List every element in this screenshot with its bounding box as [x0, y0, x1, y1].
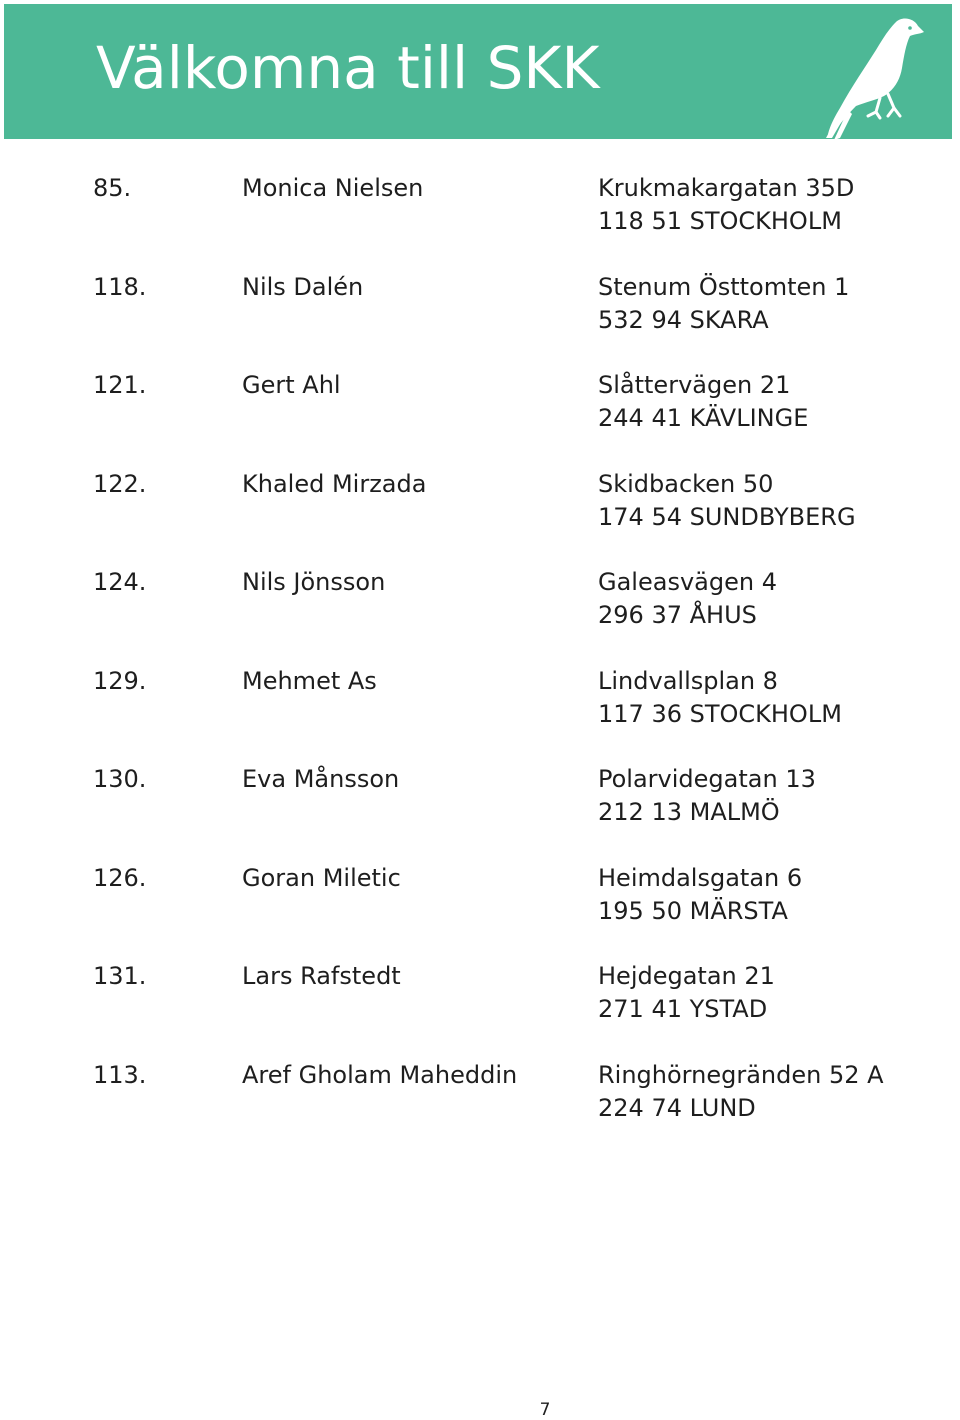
postal-city: 174 54 SUNDBYBERG — [598, 502, 856, 531]
postal-city: 271 41 YSTAD — [598, 995, 768, 1023]
list-item — [0, 960, 960, 1059]
list-item — [0, 271, 960, 370]
postal-city: 224 74 LUND — [598, 1093, 756, 1122]
list-item — [0, 763, 960, 862]
street-address: Ringhörnegränden 52 A — [598, 1060, 884, 1089]
postal-city: 117 36 STOCKHOLM — [598, 699, 842, 728]
street-address: Slåttervägen 21 — [598, 371, 791, 399]
list-item — [0, 566, 960, 665]
entry-number: 121. — [93, 371, 147, 399]
header-banner — [4, 4, 952, 139]
entry-number: 124. — [93, 568, 147, 596]
page-title: Välkomna till SKK — [96, 34, 600, 102]
member-name: Aref Gholam Maheddin — [242, 1060, 518, 1089]
entry-number: 131. — [93, 962, 147, 990]
list-item — [0, 172, 960, 271]
postal-city: 212 13 MALMÖ — [598, 798, 780, 826]
postal-city: 532 94 SKARA — [598, 305, 769, 334]
member-name: Goran Miletic — [242, 863, 401, 892]
page-number: 7 — [539, 1400, 551, 1420]
street-address: Krukmakargatan 35D — [598, 174, 855, 202]
list-item — [0, 1059, 960, 1158]
member-name: Nils Dalén — [242, 272, 364, 301]
street-address: Galeasvägen 4 — [598, 568, 777, 596]
member-name: Khaled Mirzada — [242, 469, 427, 498]
list-item — [0, 468, 960, 567]
entry-number: 122. — [93, 469, 147, 498]
entry-number: 126. — [93, 863, 147, 892]
street-address: Skidbacken 50 — [598, 469, 774, 498]
member-list — [0, 172, 960, 1157]
street-address: Lindvallsplan 8 — [598, 666, 778, 695]
member-name: Monica Nielsen — [242, 174, 424, 202]
bird-icon — [822, 12, 926, 140]
postal-city: 118 51 STOCKHOLM — [598, 207, 842, 235]
entry-number: 129. — [93, 666, 147, 695]
street-address: Hejdegatan 21 — [598, 962, 775, 990]
postal-city: 244 41 KÄVLINGE — [598, 404, 809, 432]
member-name: Nils Jönsson — [242, 568, 386, 596]
street-address: Stenum Östtomten 1 — [598, 272, 850, 301]
street-address: Heimdalsgatan 6 — [598, 863, 803, 892]
entry-number: 113. — [93, 1060, 147, 1089]
postal-city: 195 50 MÄRSTA — [598, 896, 788, 925]
member-name: Lars Rafstedt — [242, 962, 401, 990]
member-name: Eva Månsson — [242, 765, 400, 793]
member-name: Gert Ahl — [242, 371, 341, 399]
list-item — [0, 369, 960, 468]
street-address: Polarvidegatan 13 — [598, 765, 816, 793]
entry-number: 130. — [93, 765, 147, 793]
list-item — [0, 665, 960, 764]
entry-number: 85. — [93, 174, 132, 202]
postal-city: 296 37 ÅHUS — [598, 601, 757, 629]
member-name: Mehmet As — [242, 666, 377, 695]
list-item — [0, 862, 960, 961]
entry-number: 118. — [93, 272, 147, 301]
